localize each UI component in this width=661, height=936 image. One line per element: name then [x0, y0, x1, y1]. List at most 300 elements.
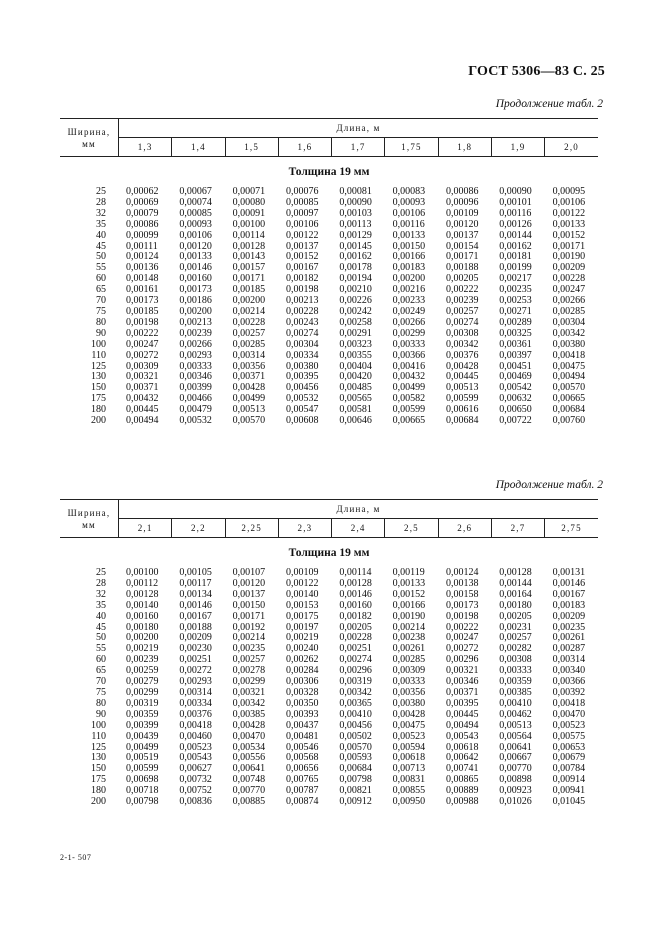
- volume-cell: 0,00197: [285, 621, 319, 633]
- volume-cell: 0,00188: [179, 621, 212, 633]
- volume-cell: 0,00285: [392, 654, 426, 666]
- volume-cell: 0,00898: [499, 774, 532, 786]
- volume-cell: 0,00209: [179, 632, 212, 644]
- volume-cell: 0,00385: [499, 686, 532, 698]
- volume-cell: 0,00885: [232, 796, 266, 808]
- volume-cell: 0,00380: [552, 338, 586, 350]
- volume-cell: 0,00582: [392, 393, 426, 405]
- volume-cell: 0,00684: [339, 763, 372, 775]
- volume-cell: 0,00874: [285, 796, 319, 808]
- volume-cell: 0,00420: [339, 371, 372, 383]
- length-column-header: 1,7: [332, 138, 385, 157]
- width-column-header: Ширина, мм: [60, 119, 119, 157]
- volume-cell: 0,00470: [232, 730, 266, 742]
- volume-cell: 0,00542: [499, 382, 532, 394]
- volume-cell: 0,00581: [339, 404, 372, 416]
- volume-cell: 0,00228: [339, 632, 372, 644]
- length-column-header: 2,75: [545, 519, 598, 538]
- table-row: [60, 340, 598, 351]
- width-cell: 35: [96, 218, 106, 230]
- volume-cell: 0,00293: [179, 349, 212, 361]
- volume-cell: 0,00333: [179, 360, 212, 372]
- volume-cell: 0,00109: [285, 567, 319, 578]
- volume-cell: 0,00289: [499, 316, 532, 328]
- volume-cell: 0,00146: [552, 577, 586, 589]
- width-cell: 100: [91, 338, 106, 350]
- volume-cell: 0,00914: [552, 774, 586, 786]
- volume-cell: 0,00296: [339, 665, 372, 677]
- volume-cell: 0,00445: [445, 371, 479, 383]
- volume-cell: 0,00233: [392, 295, 426, 307]
- volume-cell: 0,00361: [499, 338, 532, 350]
- volume-cell: 0,00181: [499, 251, 532, 263]
- volume-cell: 0,00570: [339, 741, 372, 753]
- volume-cell: 0,00133: [392, 229, 426, 241]
- volume-cell: 0,00399: [126, 719, 159, 731]
- volume-cell: 0,00133: [179, 251, 212, 263]
- volume-cell: 0,00646: [339, 415, 372, 427]
- volume-cell: 0,00171: [445, 251, 479, 263]
- volume-cell: 0,00616: [445, 404, 479, 416]
- length-group-header: Длина, м: [119, 500, 599, 519]
- volume-cell: 0,00106: [179, 229, 212, 241]
- volume-cell: 0,00741: [445, 763, 479, 775]
- volume-cell: 0,00198: [285, 284, 319, 296]
- volume-cell: 0,00257: [445, 305, 479, 317]
- thickness-section-title: Толщина 19 мм: [288, 547, 370, 559]
- volume-cell: 0,00568: [285, 752, 319, 764]
- volume-cell: 0,00333: [499, 665, 532, 677]
- volume-cell: 0,00183: [552, 599, 586, 611]
- volume-cell: 0,00798: [126, 796, 159, 808]
- volume-cell: 0,00618: [392, 752, 426, 764]
- volume-cell: 0,00599: [445, 393, 479, 405]
- volume-cell: 0,00266: [179, 338, 212, 350]
- volume-cell: 0,00129: [339, 229, 372, 241]
- volume-cell: 0,00119: [392, 567, 425, 578]
- volume-table-1: [60, 118, 598, 427]
- volume-cell: 0,00162: [499, 240, 532, 252]
- table-row: [60, 601, 598, 612]
- volume-cell: 0,00494: [126, 415, 159, 427]
- width-cell: 70: [96, 676, 106, 688]
- table-body-1: [60, 187, 598, 427]
- width-cell: 175: [91, 393, 106, 405]
- volume-cell: 0,00133: [552, 218, 586, 230]
- width-column-header: Ширина, мм: [60, 500, 119, 538]
- volume-cell: 0,00266: [392, 316, 426, 328]
- volume-cell: 0,00228: [232, 316, 266, 328]
- volume-cell: 0,00760: [552, 415, 586, 427]
- volume-cell: 0,00523: [552, 719, 586, 731]
- volume-cell: 0,00140: [126, 599, 159, 611]
- volume-cell: 0,00259: [126, 665, 159, 677]
- volume-cell: 0,00153: [285, 599, 319, 611]
- volume-cell: 0,00091: [232, 207, 266, 219]
- volume-cell: 0,00200: [392, 273, 426, 285]
- volume-cell: 0,00216: [392, 284, 426, 296]
- volume-cell: 0,00116: [499, 207, 532, 219]
- volume-cell: 0,00371: [445, 686, 479, 698]
- volume-cell: 0,00253: [499, 295, 532, 307]
- volume-cell: 0,00355: [339, 349, 372, 361]
- volume-cell: 0,00167: [179, 610, 212, 622]
- volume-cell: 0,00239: [445, 295, 479, 307]
- volume-cell: 0,00543: [179, 752, 212, 764]
- volume-cell: 0,00599: [392, 404, 426, 416]
- table-row: [60, 231, 598, 242]
- volume-cell: 0,00366: [552, 676, 586, 688]
- volume-cell: 0,00376: [445, 349, 479, 361]
- volume-cell: 0,00137: [285, 240, 319, 252]
- volume-cell: 0,00249: [392, 305, 426, 317]
- width-cell: 110: [91, 349, 106, 361]
- volume-cell: 0,00641: [232, 763, 266, 775]
- volume-cell: 0,00787: [285, 785, 319, 797]
- volume-cell: 0,00111: [126, 240, 158, 252]
- volume-cell: 0,00428: [232, 382, 266, 394]
- volume-cell: 0,00247: [552, 284, 586, 296]
- volume-cell: 0,00124: [445, 567, 479, 578]
- volume-cell: 0,00319: [126, 697, 159, 709]
- volume-cell: 0,00665: [392, 415, 426, 427]
- volume-cell: 0,00272: [126, 349, 159, 361]
- volume-cell: 0,00523: [179, 741, 212, 753]
- volume-cell: 0,00499: [126, 741, 159, 753]
- volume-cell: 0,00106: [285, 218, 319, 230]
- width-cell: 75: [96, 686, 106, 698]
- width-cell: 25: [96, 186, 106, 197]
- volume-cell: 0,00308: [445, 327, 479, 339]
- volume-cell: 0,00923: [499, 785, 532, 797]
- volume-cell: 0,00765: [285, 774, 319, 786]
- volume-cell: 0,00167: [552, 588, 586, 600]
- volume-cell: 0,00485: [339, 382, 372, 394]
- width-cell: 180: [91, 404, 106, 416]
- volume-cell: 0,00198: [126, 316, 159, 328]
- volume-cell: 0,00359: [499, 676, 532, 688]
- width-cell: 50: [96, 632, 106, 644]
- width-cell: 175: [91, 774, 106, 786]
- length-column-header: 2,6: [438, 519, 491, 538]
- volume-cell: 0,00217: [499, 273, 532, 285]
- width-cell: 40: [96, 610, 106, 622]
- volume-cell: 0,00418: [552, 697, 586, 709]
- table-row: [60, 351, 598, 362]
- volume-cell: 0,00190: [552, 251, 586, 263]
- volume-cell: 0,00239: [179, 327, 212, 339]
- volume-cell: 0,00093: [392, 196, 426, 208]
- volume-cell: 0,00499: [232, 393, 266, 405]
- volume-cell: 0,00428: [232, 719, 266, 731]
- volume-cell: 0,00180: [499, 599, 532, 611]
- volume-cell: 0,00410: [339, 708, 372, 720]
- volume-cell: 0,00469: [499, 371, 532, 383]
- volume-cell: 0,00499: [392, 382, 426, 394]
- volume-cell: 0,00494: [445, 719, 479, 731]
- table-row: [60, 721, 598, 732]
- volume-cell: 0,00182: [285, 273, 319, 285]
- volume-cell: 0,00532: [285, 393, 319, 405]
- volume-cell: 0,00534: [232, 741, 266, 753]
- volume-cell: 0,00346: [179, 371, 212, 383]
- volume-cell: 0,00304: [285, 338, 319, 350]
- width-cell: 200: [91, 415, 106, 427]
- width-cell: 90: [96, 708, 106, 720]
- volume-cell: 0,00865: [445, 774, 479, 786]
- volume-cell: 0,00226: [339, 295, 372, 307]
- volume-cell: 0,00209: [552, 610, 586, 622]
- volume-cell: 0,00481: [285, 730, 319, 742]
- volume-cell: 0,00570: [232, 415, 266, 427]
- volume-cell: 0,00109: [445, 207, 479, 219]
- volume-cell: 0,00124: [126, 251, 159, 263]
- width-cell: 75: [96, 305, 106, 317]
- volume-cell: 0,00154: [445, 240, 479, 252]
- volume-cell: 0,00186: [179, 295, 212, 307]
- volume-cell: 0,00235: [552, 621, 586, 633]
- volume-cell: 0,00770: [232, 785, 266, 797]
- volume-cell: 0,00161: [126, 284, 159, 296]
- volume-cell: 0,00684: [445, 415, 479, 427]
- volume-cell: 0,00112: [126, 577, 159, 589]
- volume-cell: 0,00219: [126, 643, 159, 655]
- volume-cell: 0,00950: [392, 796, 426, 808]
- volume-cell: 0,00185: [232, 284, 266, 296]
- width-cell: 40: [96, 229, 106, 241]
- width-cell: 28: [96, 196, 106, 208]
- volume-cell: 0,00416: [392, 360, 426, 372]
- volume-cell: 0,00428: [392, 708, 426, 720]
- width-cell: 180: [91, 785, 106, 797]
- volume-cell: 0,00665: [552, 393, 586, 405]
- volume-cell: 0,00099: [126, 229, 159, 241]
- volume-cell: 0,00182: [339, 610, 372, 622]
- volume-cell: 0,00437: [285, 719, 319, 731]
- volume-cell: 0,00532: [179, 415, 212, 427]
- volume-cell: 0,00889: [445, 785, 479, 797]
- volume-cell: 0,00748: [232, 774, 266, 786]
- volume-cell: 0,00713: [392, 763, 426, 775]
- volume-cell: 0,00570: [552, 382, 586, 394]
- volume-cell: 0,00732: [179, 774, 212, 786]
- width-cell: 65: [96, 665, 106, 677]
- volume-cell: 0,00126: [499, 218, 532, 230]
- width-cell: 65: [96, 284, 106, 296]
- volume-cell: 0,00209: [552, 262, 586, 274]
- length-column-header: 2,1: [119, 519, 172, 538]
- volume-cell: 0,00456: [339, 719, 372, 731]
- volume-cell: 0,00321: [126, 371, 159, 383]
- volume-cell: 0,00941: [552, 785, 586, 797]
- volume-cell: 0,00158: [445, 588, 479, 600]
- volume-cell: 0,00247: [445, 632, 479, 644]
- volume-cell: 0,00359: [126, 708, 159, 720]
- volume-cell: 0,00062: [126, 186, 159, 197]
- length-column-header: 2,7: [491, 519, 544, 538]
- volume-cell: 0,00395: [285, 371, 319, 383]
- volume-cell: 0,00140: [285, 588, 319, 600]
- volume-cell: 0,00133: [392, 577, 426, 589]
- volume-cell: 0,00150: [232, 599, 266, 611]
- volume-cell: 0,00079: [126, 207, 159, 219]
- width-cell: 60: [96, 654, 106, 666]
- volume-cell: 0,00698: [126, 774, 159, 786]
- volume-cell: 0,00519: [126, 752, 159, 764]
- volume-cell: 0,00821: [339, 785, 372, 797]
- volume-cell: 0,00071: [232, 186, 266, 197]
- volume-cell: 0,00395: [445, 697, 479, 709]
- volume-cell: 0,00502: [339, 730, 372, 742]
- volume-cell: 0,00239: [126, 654, 159, 666]
- volume-cell: 0,00304: [552, 316, 586, 328]
- volume-cell: 0,00103: [339, 207, 372, 219]
- volume-cell: 0,00128: [339, 577, 372, 589]
- volume-cell: 0,00667: [499, 752, 532, 764]
- volume-cell: 0,00131: [552, 567, 586, 578]
- volume-cell: 0,00213: [179, 316, 212, 328]
- volume-cell: 0,00334: [179, 697, 212, 709]
- volume-cell: 0,00160: [126, 610, 159, 622]
- volume-cell: 0,00128: [232, 240, 266, 252]
- volume-cell: 0,00641: [499, 741, 532, 753]
- width-cell: 45: [96, 621, 106, 633]
- volume-cell: 0,00475: [392, 719, 426, 731]
- volume-cell: 0,00235: [499, 284, 532, 296]
- width-cell: 80: [96, 316, 106, 328]
- volume-cell: 0,00214: [232, 632, 266, 644]
- volume-cell: 0,00222: [445, 621, 479, 633]
- volume-cell: 0,00475: [552, 360, 586, 372]
- volume-cell: 0,00200: [179, 305, 212, 317]
- volume-cell: 0,00279: [126, 676, 159, 688]
- volume-cell: 0,00271: [499, 305, 532, 317]
- volume-cell: 0,00214: [392, 621, 426, 633]
- volume-cell: 0,00653: [552, 741, 586, 753]
- volume-cell: 0,00145: [339, 240, 372, 252]
- table-row: [60, 220, 598, 231]
- volume-cell: 0,00299: [232, 676, 266, 688]
- volume-cell: 0,00148: [126, 273, 159, 285]
- volume-cell: 0,00523: [392, 730, 426, 742]
- volume-cell: 0,00160: [339, 599, 372, 611]
- length-column-header: 2,0: [545, 138, 598, 157]
- length-column-header: 1,4: [172, 138, 225, 157]
- volume-cell: 0,00314: [232, 349, 266, 361]
- volume-cell: 0,00171: [232, 610, 266, 622]
- volume-cell: 0,00120: [179, 240, 212, 252]
- table-row: [60, 797, 598, 808]
- volume-cell: 0,00328: [285, 686, 319, 698]
- volume-cell: 0,00798: [339, 774, 372, 786]
- volume-cell: 0,00321: [232, 686, 266, 698]
- volume-cell: 0,00214: [232, 305, 266, 317]
- volume-cell: 0,00350: [285, 697, 319, 709]
- volume-cell: 0,00192: [232, 621, 266, 633]
- volume-cell: 0,00198: [445, 610, 479, 622]
- volume-cell: 0,00228: [285, 305, 319, 317]
- width-cell: 70: [96, 295, 106, 307]
- volume-cell: 0,00185: [126, 305, 159, 317]
- volume-cell: 0,00385: [232, 708, 266, 720]
- volume-cell: 0,00173: [445, 599, 479, 611]
- volume-cell: 0,00650: [499, 404, 532, 416]
- width-cell: 55: [96, 262, 106, 274]
- volume-cell: 0,00152: [285, 251, 319, 263]
- volume-cell: 0,00855: [392, 785, 426, 797]
- volume-cell: 0,00319: [339, 676, 372, 688]
- volume-cell: 0,00546: [285, 741, 319, 753]
- width-cell: 25: [96, 567, 106, 578]
- volume-cell: 0,00258: [339, 316, 372, 328]
- volume-cell: 0,00718: [126, 785, 159, 797]
- volume-cell: 0,00462: [499, 708, 532, 720]
- volume-cell: 0,00342: [232, 697, 266, 709]
- table-row: [60, 612, 598, 623]
- length-column-header: 2,3: [278, 519, 331, 538]
- volume-cell: 0,00513: [499, 719, 532, 731]
- volume-cell: 0,00325: [499, 327, 532, 339]
- volume-cell: 0,00167: [285, 262, 319, 274]
- volume-cell: 0,00171: [232, 273, 266, 285]
- volume-cell: 0,00445: [445, 708, 479, 720]
- length-column-header: 2,4: [332, 519, 385, 538]
- volume-cell: 0,00096: [445, 196, 479, 208]
- width-cell: 28: [96, 577, 106, 589]
- volume-cell: 0,00095: [552, 186, 586, 197]
- length-column-header: 2,5: [385, 519, 438, 538]
- volume-cell: 0,00150: [392, 240, 426, 252]
- volume-cell: 0,00513: [232, 404, 266, 416]
- volume-cell: 0,00171: [552, 240, 586, 252]
- volume-cell: 0,00575: [552, 730, 586, 742]
- volume-cell: 0,00097: [285, 207, 319, 219]
- volume-cell: 0,00116: [392, 218, 425, 230]
- width-cell: 50: [96, 251, 106, 263]
- volume-cell: 0,00342: [445, 338, 479, 350]
- volume-cell: 0,00836: [179, 796, 212, 808]
- volume-cell: 0,00114: [232, 229, 265, 241]
- volume-cell: 0,00144: [499, 229, 532, 241]
- volume-cell: 0,00309: [126, 360, 159, 372]
- table-row: [60, 416, 598, 427]
- volume-cell: 0,00397: [499, 349, 532, 361]
- width-cell: 125: [91, 741, 106, 753]
- volume-cell: 0,00366: [392, 349, 426, 361]
- volume-cell: 0,00222: [126, 327, 159, 339]
- volume-cell: 0,00296: [445, 654, 479, 666]
- volume-cell: 0,00565: [339, 393, 372, 405]
- volume-cell: 0,00679: [552, 752, 586, 764]
- volume-cell: 0,00272: [445, 643, 479, 655]
- volume-cell: 0,00513: [445, 382, 479, 394]
- volume-cell: 0,00306: [285, 676, 319, 688]
- volume-cell: 0,00376: [179, 708, 212, 720]
- width-cell: 130: [91, 371, 106, 383]
- volume-cell: 0,00235: [232, 643, 266, 655]
- volume-cell: 0,00138: [445, 577, 479, 589]
- volume-cell: 0,00392: [552, 686, 586, 698]
- volume-cell: 0,00080: [232, 196, 266, 208]
- volume-cell: 0,00272: [179, 665, 212, 677]
- volume-cell: 0,00285: [552, 305, 586, 317]
- volume-cell: 0,00642: [445, 752, 479, 764]
- volume-cell: 0,00393: [285, 708, 319, 720]
- volume-cell: 0,00113: [339, 218, 372, 230]
- table-row: [60, 732, 598, 743]
- volume-cell: 0,00146: [339, 588, 372, 600]
- volume-cell: 0,00219: [285, 632, 319, 644]
